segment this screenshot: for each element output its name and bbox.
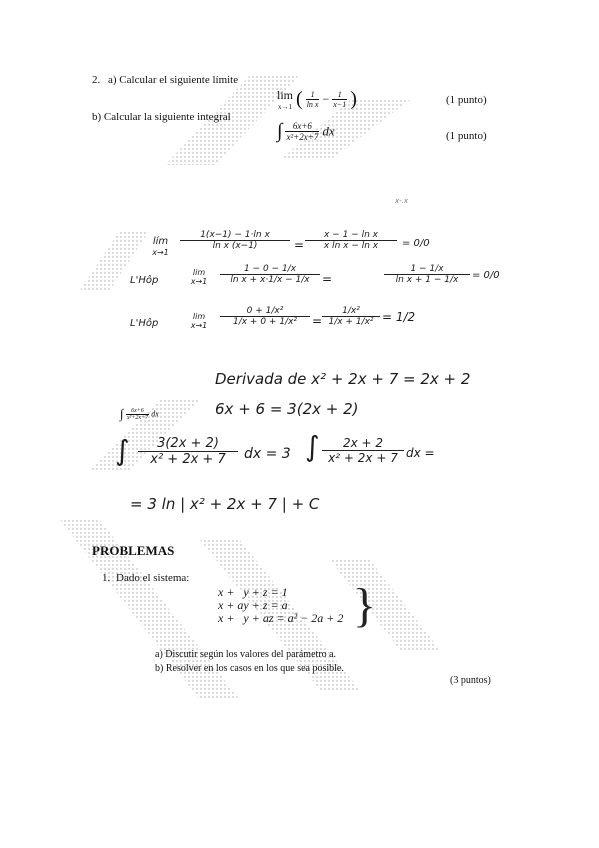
fraction-1-over-x-minus-1 xyxy=(332,90,347,109)
hw-fraction-6 xyxy=(322,306,380,327)
hw-equals: = xyxy=(322,272,333,286)
section-heading-problemas: PROBLEMAS xyxy=(92,543,175,558)
hw-lim-sub: x→1 xyxy=(152,248,169,257)
hw-limit-3 xyxy=(182,312,216,330)
hw-frac-num: 1(x−1) − 1·ln x xyxy=(180,230,290,241)
integral-sign: ∫ xyxy=(277,120,283,142)
equation-system xyxy=(218,586,343,625)
hw-int-mid: dx = 3 xyxy=(244,446,291,462)
question-2b-text: b) Calcular la siguiente integral xyxy=(92,111,231,123)
hw-frac-den: ln x + x·1/x − 1/x xyxy=(230,275,310,285)
question-2b-points: (1 punto) xyxy=(446,130,487,142)
small-integral-dx: dx xyxy=(151,409,159,419)
hw-integral-sign-2: ∫ xyxy=(305,430,320,463)
integral-dx: dx xyxy=(322,123,335,139)
integral-fraction xyxy=(285,121,319,142)
fraction-denominator: x−1 xyxy=(333,100,347,109)
hw-frac-num: 1 − 1/x xyxy=(384,264,470,275)
right-brace: } xyxy=(353,579,377,632)
fraction-numerator: 1 xyxy=(306,90,320,100)
fraction-numerator: 6x+6 xyxy=(126,408,149,415)
hw-frac-den: x ln x − ln x xyxy=(323,241,379,251)
hw-frac-num: 1 − 0 − 1/x xyxy=(220,264,320,275)
hw-int-fraction-1 xyxy=(138,436,238,467)
question-2a-points: (1 punto) xyxy=(446,94,487,106)
fraction-denominator: x²+2x+7 xyxy=(126,414,149,421)
hw-equals: = xyxy=(312,314,323,328)
hw-frac-num: 1/x² xyxy=(322,306,380,317)
problem-1-sub-b: b) Resolver en los casos en los que sea posible. xyxy=(155,663,344,674)
question-2-number: 2. xyxy=(92,74,101,86)
fraction-denominator: ln x xyxy=(306,100,319,109)
hw-result-3: = 1/2 xyxy=(382,310,416,324)
limit-expression: lim x→1 ( $\frac{1}{\text{ln x}}$ − $\frac{1}{x-1}$ ) xyxy=(277,88,357,111)
hw-frac-den: x² + 2x + 7 xyxy=(150,452,226,467)
hw-frac-num: 2x + 2 xyxy=(322,436,404,451)
hw-lim: lím xyxy=(152,236,169,247)
question-2a-text: a) Calcular el siguiente límite xyxy=(108,74,239,86)
hw-frac-den: ln x (x−1) xyxy=(212,241,258,251)
hw-integral-sign-1: ∫ xyxy=(115,434,130,467)
hw-lim: lim xyxy=(192,312,206,321)
limit-operator: lim xyxy=(277,88,294,102)
equation-3: x + y + az = a² − 2a + 2 xyxy=(218,611,344,625)
hw-factor-line: 6x + 6 = 3(2x + 2) xyxy=(215,400,359,418)
problem-1-number: 1. xyxy=(102,572,111,584)
equation-2: x + ay + z = a xyxy=(218,598,288,612)
fraction-denominator: x²+2x+7 xyxy=(286,132,319,142)
hw-fraction-4 xyxy=(384,264,470,285)
hw-lim-sub: x→1 xyxy=(190,321,208,330)
hw-result-1: = 0/0 xyxy=(402,238,430,249)
small-printed-integral: ∫ $\frac{6x+6}{\text{x²+2x+7}}$ dx xyxy=(120,406,159,421)
hw-frac-num: x − 1 − ln x xyxy=(305,230,397,241)
hw-equals: = xyxy=(294,238,305,252)
hw-fraction-2 xyxy=(305,230,397,251)
fraction-1-over-lnx xyxy=(306,90,320,109)
small-integral-fraction xyxy=(126,408,149,421)
hw-lhopital-2: L'Hôp xyxy=(130,318,159,329)
hw-int-rhs-dx: dx = xyxy=(406,446,435,460)
limit-subscript: x→1 xyxy=(278,103,292,111)
hw-lim-sub: x→1 xyxy=(190,277,208,286)
hw-result-2: = 0/0 xyxy=(472,270,500,281)
hw-frac-den: 1/x + 0 + 1/x² xyxy=(232,317,298,327)
hw-frac-num: 3(2x + 2) xyxy=(138,436,238,452)
hw-int-fraction-2 xyxy=(322,436,404,465)
hw-derivative-line: Derivada de x² + 2x + 7 = 2x + 2 xyxy=(215,370,471,388)
hw-frac-den: x² + 2x + 7 xyxy=(328,451,398,465)
problem-1-points: (3 puntos) xyxy=(450,675,491,686)
hw-result-line: = 3 ln | x² + 2x + 7 | + C xyxy=(130,495,320,513)
integral-expression xyxy=(277,120,335,143)
fraction-numerator: 1 xyxy=(332,90,347,100)
hw-lim: lim xyxy=(192,268,206,277)
hw-frac-den: 1/x + 1/x² xyxy=(328,317,374,327)
hw-frac-num: 0 + 1/x² xyxy=(220,306,310,317)
fraction-numerator: 6x+6 xyxy=(285,121,319,132)
equation-1: x + y + z = 1 xyxy=(218,585,288,599)
hw-lhopital-1: L'Hôp xyxy=(130,275,159,286)
hw-fraction-3 xyxy=(220,264,320,285)
handwritten-top-note: x-.x xyxy=(395,197,409,205)
minus-sign: − xyxy=(322,92,330,106)
problem-1-sub-a: a) Discutir según los valores del parámetro a. xyxy=(155,649,337,660)
hw-frac-den: ln x + 1 − 1/x xyxy=(395,275,459,285)
hw-fraction-1 xyxy=(180,230,290,251)
hw-limit-2 xyxy=(182,268,216,286)
hw-fraction-5 xyxy=(220,306,310,327)
problem-1-text: Dado el sistema: xyxy=(116,572,190,584)
